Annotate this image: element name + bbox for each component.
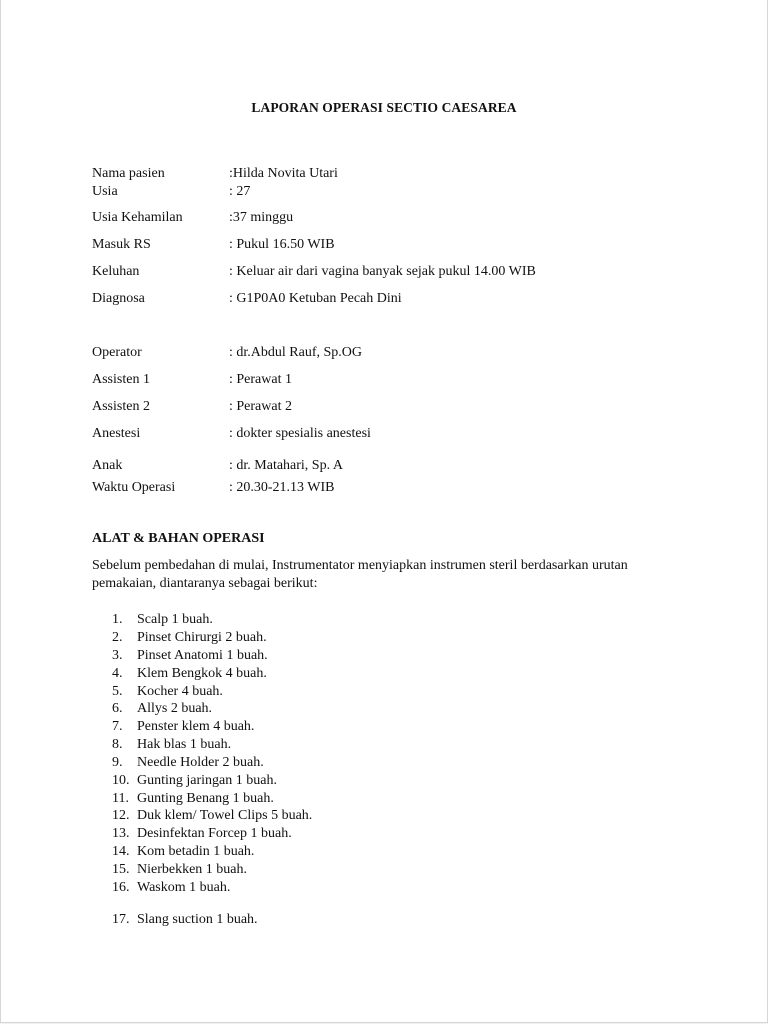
list-item-number: 15. [112, 862, 130, 877]
list-item-text: Kom betadin 1 buah. [137, 844, 255, 859]
info-label: Assisten 1 [92, 372, 150, 387]
list-item [112, 825, 292, 843]
info-value: : Perawat 2 [229, 399, 292, 414]
info-value: : Pukul 16.50 WIB [229, 237, 335, 252]
list-item [112, 861, 247, 879]
list-item [112, 736, 231, 754]
list-item-number: 11. [112, 791, 129, 806]
list-item-number: 2. [112, 630, 123, 645]
list-item-number: 16. [112, 880, 130, 895]
list-item [112, 807, 312, 825]
list-item-text: Nierbekken 1 buah. [137, 862, 248, 877]
list-item-text: Hak blas 1 buah. [137, 737, 232, 752]
info-value: : dr.Abdul Rauf, Sp.OG [229, 345, 362, 360]
list-item-number: 7. [112, 719, 123, 734]
info-label: Anestesi [92, 426, 141, 441]
list-item-number: 6. [112, 701, 123, 716]
info-label: Nama pasien [92, 166, 165, 181]
list-item-number: 8. [112, 737, 123, 752]
info-label: Masuk RS [92, 237, 151, 252]
list-item-number: 10. [112, 773, 130, 788]
info-value: : Perawat 1 [229, 372, 292, 387]
list-item-number: 13. [112, 826, 130, 841]
list-item [112, 647, 268, 665]
section-heading: ALAT & BAHAN OPERASI [92, 531, 265, 546]
list-item-text: Allys 2 buah. [137, 701, 213, 716]
info-value: : 27 [229, 184, 251, 199]
info-label: Assisten 2 [92, 399, 150, 414]
list-item-text: Waskom 1 buah. [137, 880, 231, 895]
document-title: LAPORAN OPERASI SECTIO CAESAREA [251, 100, 517, 115]
list-item-number: 12. [112, 808, 130, 823]
list-item-number: 4. [112, 666, 123, 681]
list-item-number: 3. [112, 648, 123, 663]
list-item [112, 683, 223, 701]
info-label: Usia Kehamilan [92, 210, 183, 225]
info-label: Anak [92, 458, 123, 473]
info-label: Operator [92, 345, 142, 360]
list-item-text: Pinset Anatomi 1 buah. [137, 648, 268, 663]
list-item-text: Penster klem 4 buah. [137, 719, 255, 734]
info-value: : 20.30-21.13 WIB [229, 480, 335, 495]
list-item-number: 14. [112, 844, 130, 859]
list-item [112, 611, 213, 629]
info-value: :37 minggu [229, 210, 294, 225]
list-item-number: 9. [112, 755, 123, 770]
list-item-text: Gunting Benang 1 buah. [137, 791, 274, 806]
list-item-text: Pinset Chirurgi 2 buah. [137, 630, 267, 645]
list-item-text: Gunting jaringan 1 buah. [137, 773, 277, 788]
list-item [112, 843, 254, 861]
list-item-text: Kocher 4 buah. [137, 684, 223, 699]
info-value: : dr. Matahari, Sp. A [229, 458, 343, 473]
info-value: : G1P0A0 Ketuban Pecah Dini [229, 291, 402, 306]
list-item [112, 911, 258, 929]
list-item [112, 665, 267, 683]
list-item-text: Desinfektan Forcep 1 buah. [137, 826, 292, 841]
info-label: Diagnosa [92, 291, 145, 306]
info-value: : Keluar air dari vagina banyak sejak pukul 14.00 WIB [229, 264, 536, 279]
info-label: Keluhan [92, 264, 140, 279]
list-item [112, 790, 274, 808]
info-value: :Hilda Novita Utari [229, 166, 338, 181]
list-item-text: Scalp 1 buah. [137, 612, 213, 627]
list-item [112, 879, 230, 897]
list-item-number: 17. [112, 912, 130, 927]
list-item [112, 629, 267, 647]
intro-paragraph: Sebelum pembedahan di mulai, Instrumentator menyiapkan instrumen steril berdasarkan urutan pemakaian, diantaranya sebagai berikut: [92, 558, 628, 591]
list-item-text: Slang suction 1 buah. [137, 912, 258, 927]
list-item-number: 1. [112, 612, 123, 627]
list-item-text: Needle Holder 2 buah. [137, 755, 264, 770]
info-label: Usia [92, 184, 118, 199]
list-item [112, 754, 264, 772]
list-item [112, 772, 277, 790]
list-item-text: Klem Bengkok 4 buah. [137, 666, 267, 681]
list-item [112, 718, 254, 736]
list-item-text: Duk klem/ Towel Clips 5 buah. [137, 808, 313, 823]
info-value: : dokter spesialis anestesi [229, 426, 371, 441]
list-item [112, 700, 212, 718]
list-item-number: 5. [112, 684, 123, 699]
info-label: Waktu Operasi [92, 480, 176, 495]
